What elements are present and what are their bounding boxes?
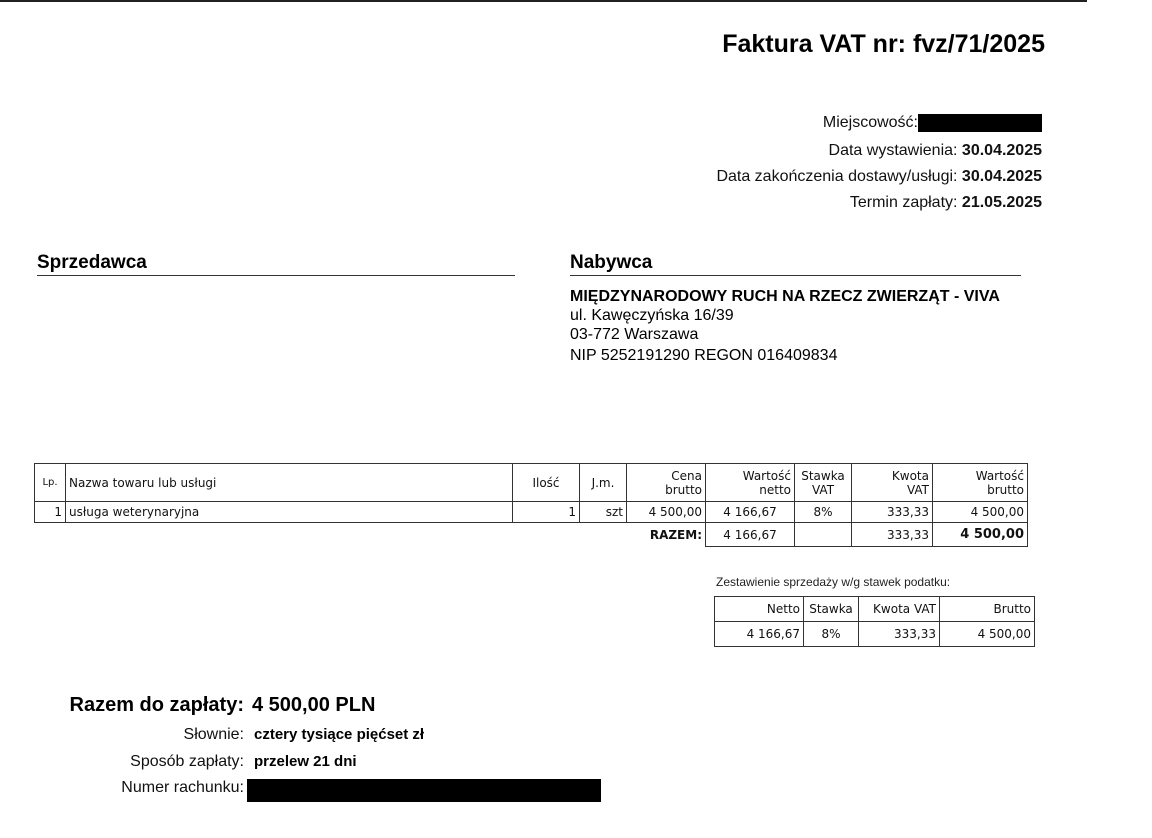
row-unit: szt [580, 502, 627, 523]
total-label: RAZEM: [627, 523, 706, 547]
issue-date-line [829, 142, 1042, 160]
buyer-ids: NIP 5252191290 REGON 016409834 [570, 347, 838, 364]
top-rule [0, 0, 1087, 2]
row-qty: 1 [513, 502, 580, 523]
account-label: Numer rachunku: [121, 779, 244, 796]
due-date-value: 21.05.2025 [961, 194, 1042, 211]
col-vat: Kwota VAT [852, 464, 933, 502]
place-redaction [918, 114, 1042, 132]
invoice-title: Faktura VAT nr: fvz/71/2025 [722, 30, 1045, 58]
row-vat: 333,33 [852, 502, 933, 523]
buyer-street: ul. Kawęczyńska 16/39 [570, 307, 734, 324]
vat-summary-caption: Zestawienie sprzedaży w/g stawek podatku: [716, 575, 951, 589]
total-net: 4 166,67 [706, 523, 795, 547]
method-value: przelew 21 dni [254, 753, 357, 770]
col-lp: Lp. [35, 464, 66, 502]
buyer-heading: Nabywca [570, 252, 1021, 276]
words-label: Słownie: [183, 726, 244, 743]
col-name: Nazwa towaru lub usługi [66, 464, 513, 502]
row-lp: 1 [35, 502, 66, 523]
table-row [35, 502, 1028, 523]
due-date-line [850, 194, 1042, 212]
buyer-details [570, 287, 1030, 365]
buyer-name: MIĘDZYNARODOWY RUCH NA RZECZ ZWIERZĄT - VIVA [570, 288, 1000, 305]
row-name: usługa weterynaryjna [66, 502, 513, 523]
vat-row-net: 4 166,67 [715, 622, 804, 647]
items-table [34, 463, 1028, 547]
vat-col-gross: Brutto [940, 597, 1035, 622]
col-qty: Ilość [513, 464, 580, 502]
vat-row-rate: 8% [804, 622, 859, 647]
issue-date-label: Data wystawienia: [828, 142, 958, 159]
delivery-date-label: Data zakończenia dostawy/usługi: [716, 168, 958, 185]
total-gross: 4 500,00 [933, 523, 1028, 547]
vat-summary-row [715, 622, 1035, 647]
col-net: Wartość netto [706, 464, 795, 502]
place-line [823, 114, 1042, 132]
delivery-date-line [716, 168, 1042, 186]
col-price: Cena brutto [627, 464, 706, 502]
col-rate: Stawka VAT [795, 464, 852, 502]
issue-date-value: 30.04.2025 [961, 142, 1042, 159]
row-price: 4 500,00 [627, 502, 706, 523]
due-date-label: Termin zapłaty: [849, 194, 958, 211]
row-net: 4 166,67 [706, 502, 795, 523]
place-label: Miejscowość: [822, 114, 918, 132]
vat-summary-table [714, 596, 1035, 647]
buyer-city: 03-772 Warszawa [570, 326, 699, 343]
delivery-date-value: 30.04.2025 [961, 168, 1042, 185]
col-gross: Wartość brutto [933, 464, 1028, 502]
vat-col-rate: Stawka [804, 597, 859, 622]
method-label: Sposób zapłaty: [130, 753, 244, 770]
vat-col-net: Netto [715, 597, 804, 622]
words-value: cztery tysiące pięćset zł [254, 726, 425, 743]
vat-row-gross: 4 500,00 [940, 622, 1035, 647]
total-vat: 333,33 [852, 523, 933, 547]
total-due-label: Razem do zapłaty: [69, 694, 244, 716]
col-unit: J.m. [580, 464, 627, 502]
total-rate-empty [795, 523, 852, 547]
items-header-row [35, 464, 1028, 502]
seller-heading: Sprzedawca [37, 252, 515, 276]
total-due-value: 4 500,00 PLN [252, 694, 376, 716]
vat-row-vat: 333,33 [859, 622, 940, 647]
row-rate: 8% [795, 502, 852, 523]
vat-col-vat: Kwota VAT [859, 597, 940, 622]
total-row [35, 523, 1028, 547]
row-gross: 4 500,00 [933, 502, 1028, 523]
vat-summary-header [715, 597, 1035, 622]
account-redaction [247, 779, 601, 802]
